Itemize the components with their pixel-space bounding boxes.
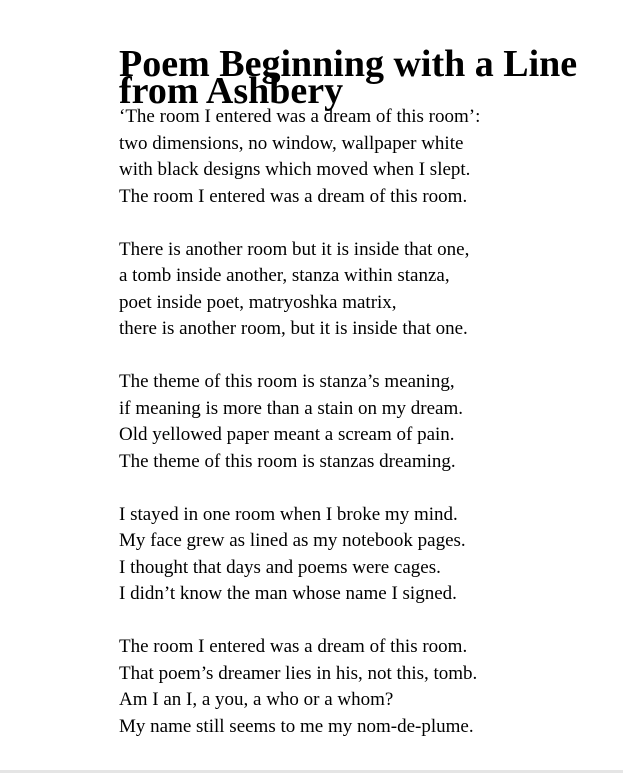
poem-line: if meaning is more than a stain on my dream. — [119, 397, 464, 419]
poem-line: two dimensions, no window, wallpaper white — [119, 132, 464, 154]
poem-line: ‘The room I entered was a dream of this room’: — [119, 106, 481, 127]
poem-line: That poem’s dreamer lies in his, not this, tomb. — [119, 662, 478, 684]
poem-line: with black designs which moved when I slept. — [119, 159, 471, 180]
poem-line: The theme of this room is stanza’s meaning, — [119, 371, 455, 392]
poem-line: I thought that days and poems were cages. — [119, 556, 441, 578]
poem-line: I stayed in one room when I broke my mind. — [119, 503, 458, 525]
poem-line: My face grew as lined as my notebook pages. — [119, 530, 466, 551]
poem-line: The room I entered was a dream of this room. — [119, 636, 468, 657]
stanza-3 — [119, 369, 589, 475]
poem-line: I didn’t know the man whose name I signed. — [119, 583, 457, 604]
poem-line: There is another room but it is inside that one, — [119, 238, 470, 260]
poem-line: Am I an I, a you, a who or a whom? — [119, 689, 394, 710]
poem-line: poet inside poet, matryoshka matrix, — [119, 291, 397, 313]
poem-line: The room I entered was a dream of this room. — [119, 185, 468, 207]
poem — [119, 43, 589, 740]
stanza-5 — [119, 634, 589, 740]
poem-line: a tomb inside another, stanza within stanza, — [119, 265, 450, 286]
stanza-4 — [119, 502, 589, 608]
poem-title: Poem Beginning with a Line from Ashbery — [119, 43, 578, 112]
stanza-2 — [119, 237, 589, 343]
poem-line: there is another room, but it is inside that one. — [119, 318, 468, 339]
poem-line: My name still seems to me my nom-de-plume. — [119, 715, 474, 737]
stanza-1 — [119, 104, 589, 210]
poem-line: Old yellowed paper meant a scream of pain. — [119, 424, 455, 445]
poem-line: The theme of this room is stanzas dreaming. — [119, 450, 456, 472]
